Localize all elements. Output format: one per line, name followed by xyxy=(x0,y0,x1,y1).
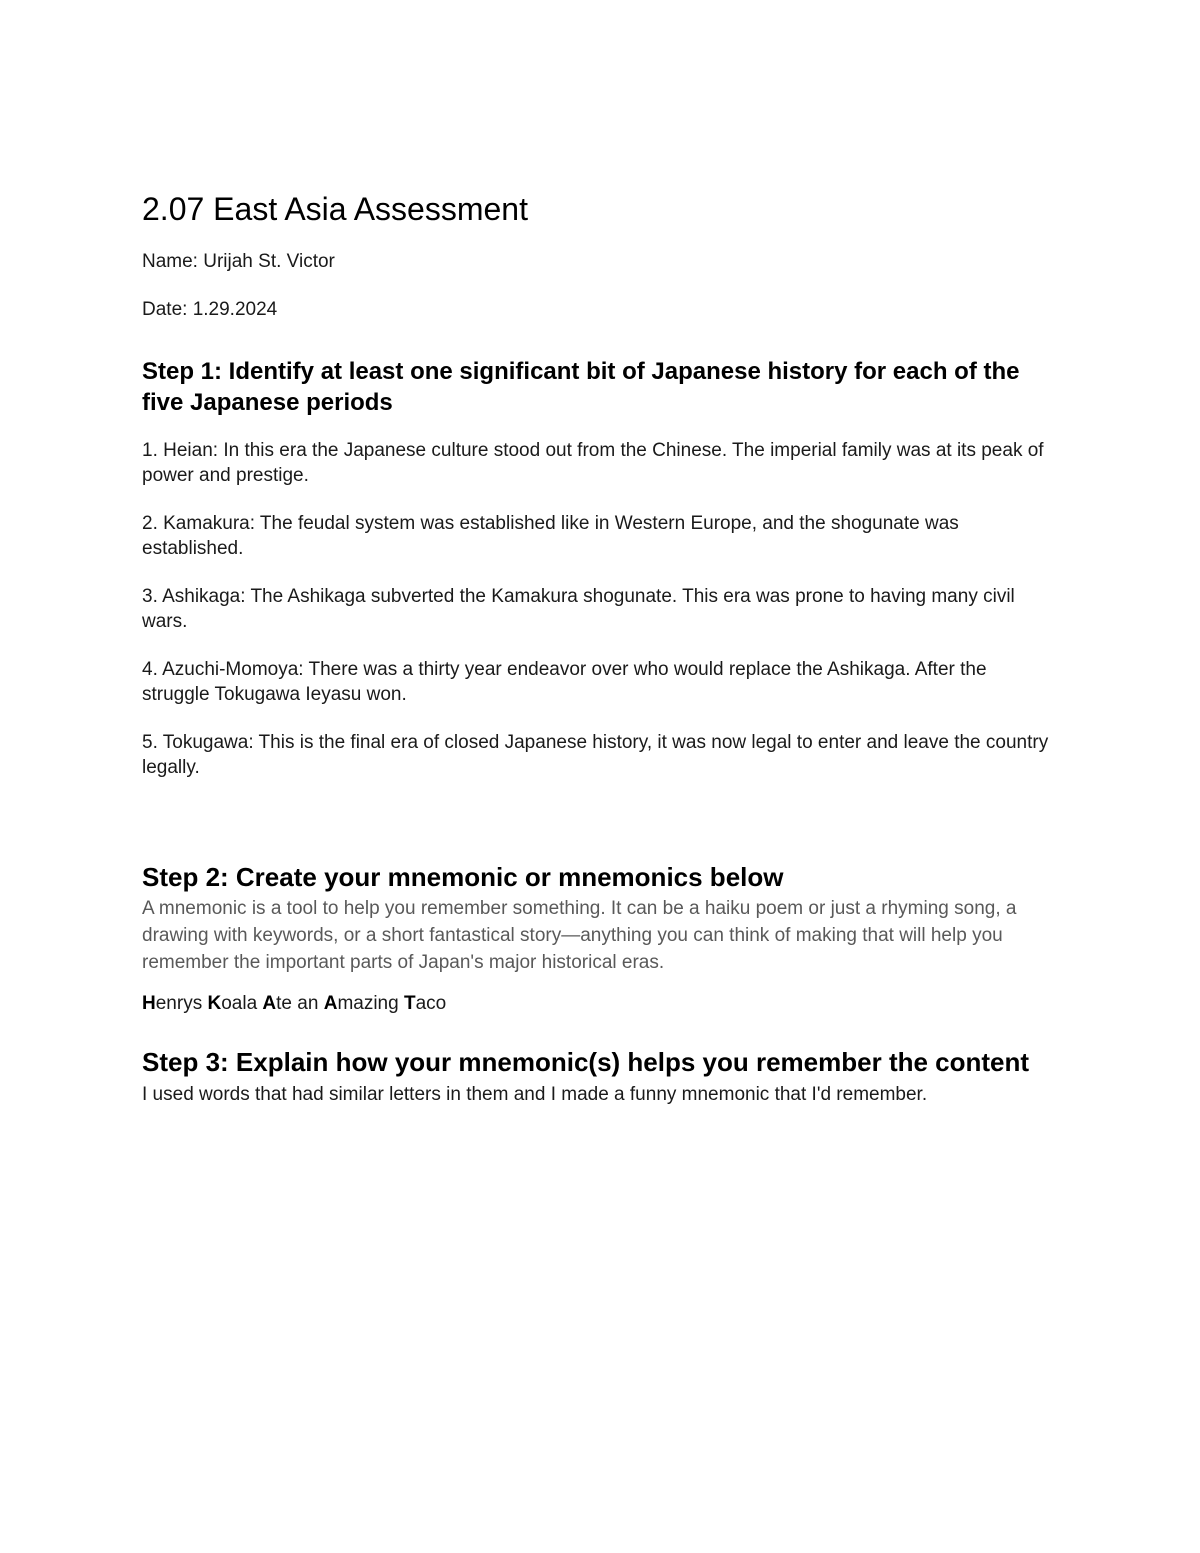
step2-intro: A mnemonic is a tool to help you remember something. It can be a haiku poem or just a rhyming song, a drawing with keywords, or a short fantastical story—anything you can think of making that will help you remember the important parts of Japan's major historical eras. xyxy=(142,898,1017,973)
mnemonic-initial: A xyxy=(262,993,277,1014)
step3-heading: Step 3: Explain how your mnemonic(s) helps you remember the content xyxy=(142,1047,1030,1077)
mnemonic-initial: H xyxy=(142,993,156,1014)
mnemonic-word-rest: mazing xyxy=(337,993,404,1014)
mnemonic-sentence xyxy=(142,992,1052,1016)
period-heian: 1. Heian: In this era the Japanese culture stood out from the Chinese. The imperial family was at its peak of power and prestige. xyxy=(142,440,1044,486)
step1-heading: Step 1: Identify at least one significant bit of Japanese history for each of the five Japanese periods xyxy=(142,358,1020,416)
period-kamakura: 2. Kamakura: The feudal system was established like in Western Europe, and the shogunate was established. xyxy=(142,513,959,559)
period-azuchi-momoya: 4. Azuchi-Momoya: There was a thirty year endeavor over who would replace the Ashikaga. After the struggle Tokugawa Ieyasu won. xyxy=(142,659,987,705)
step3-answer: I used words that had similar letters in them and I made a funny mnemonic that I'd remember. xyxy=(142,1084,928,1105)
period-tokugawa: 5. Tokugawa: This is the final era of closed Japanese history, it was now legal to enter and leave the country legally. xyxy=(142,732,1049,778)
mnemonic-word-rest: oala xyxy=(221,993,263,1014)
mnemonic-word-rest: aco xyxy=(415,993,447,1014)
document-page xyxy=(142,190,1052,1107)
mnemonic-word-rest: enrys xyxy=(155,993,208,1014)
document-title: 2.07 East Asia Assessment xyxy=(142,191,528,227)
mnemonic-initial: A xyxy=(323,993,338,1014)
mnemonic-word-rest: te an xyxy=(276,993,324,1014)
section-spacer xyxy=(142,803,1052,861)
period-ashikaga: 3. Ashikaga: The Ashikaga subverted the Kamakura shogunate. This era was prone to having many civil wars. xyxy=(142,586,1015,632)
mnemonic-initial: K xyxy=(207,993,222,1014)
name-line: Name: Urijah St. Victor xyxy=(142,251,335,272)
date-line: Date: 1.29.2024 xyxy=(142,299,278,320)
step2-heading: Step 2: Create your mnemonic or mnemonics below xyxy=(142,862,784,892)
mnemonic-initial: T xyxy=(403,993,416,1014)
